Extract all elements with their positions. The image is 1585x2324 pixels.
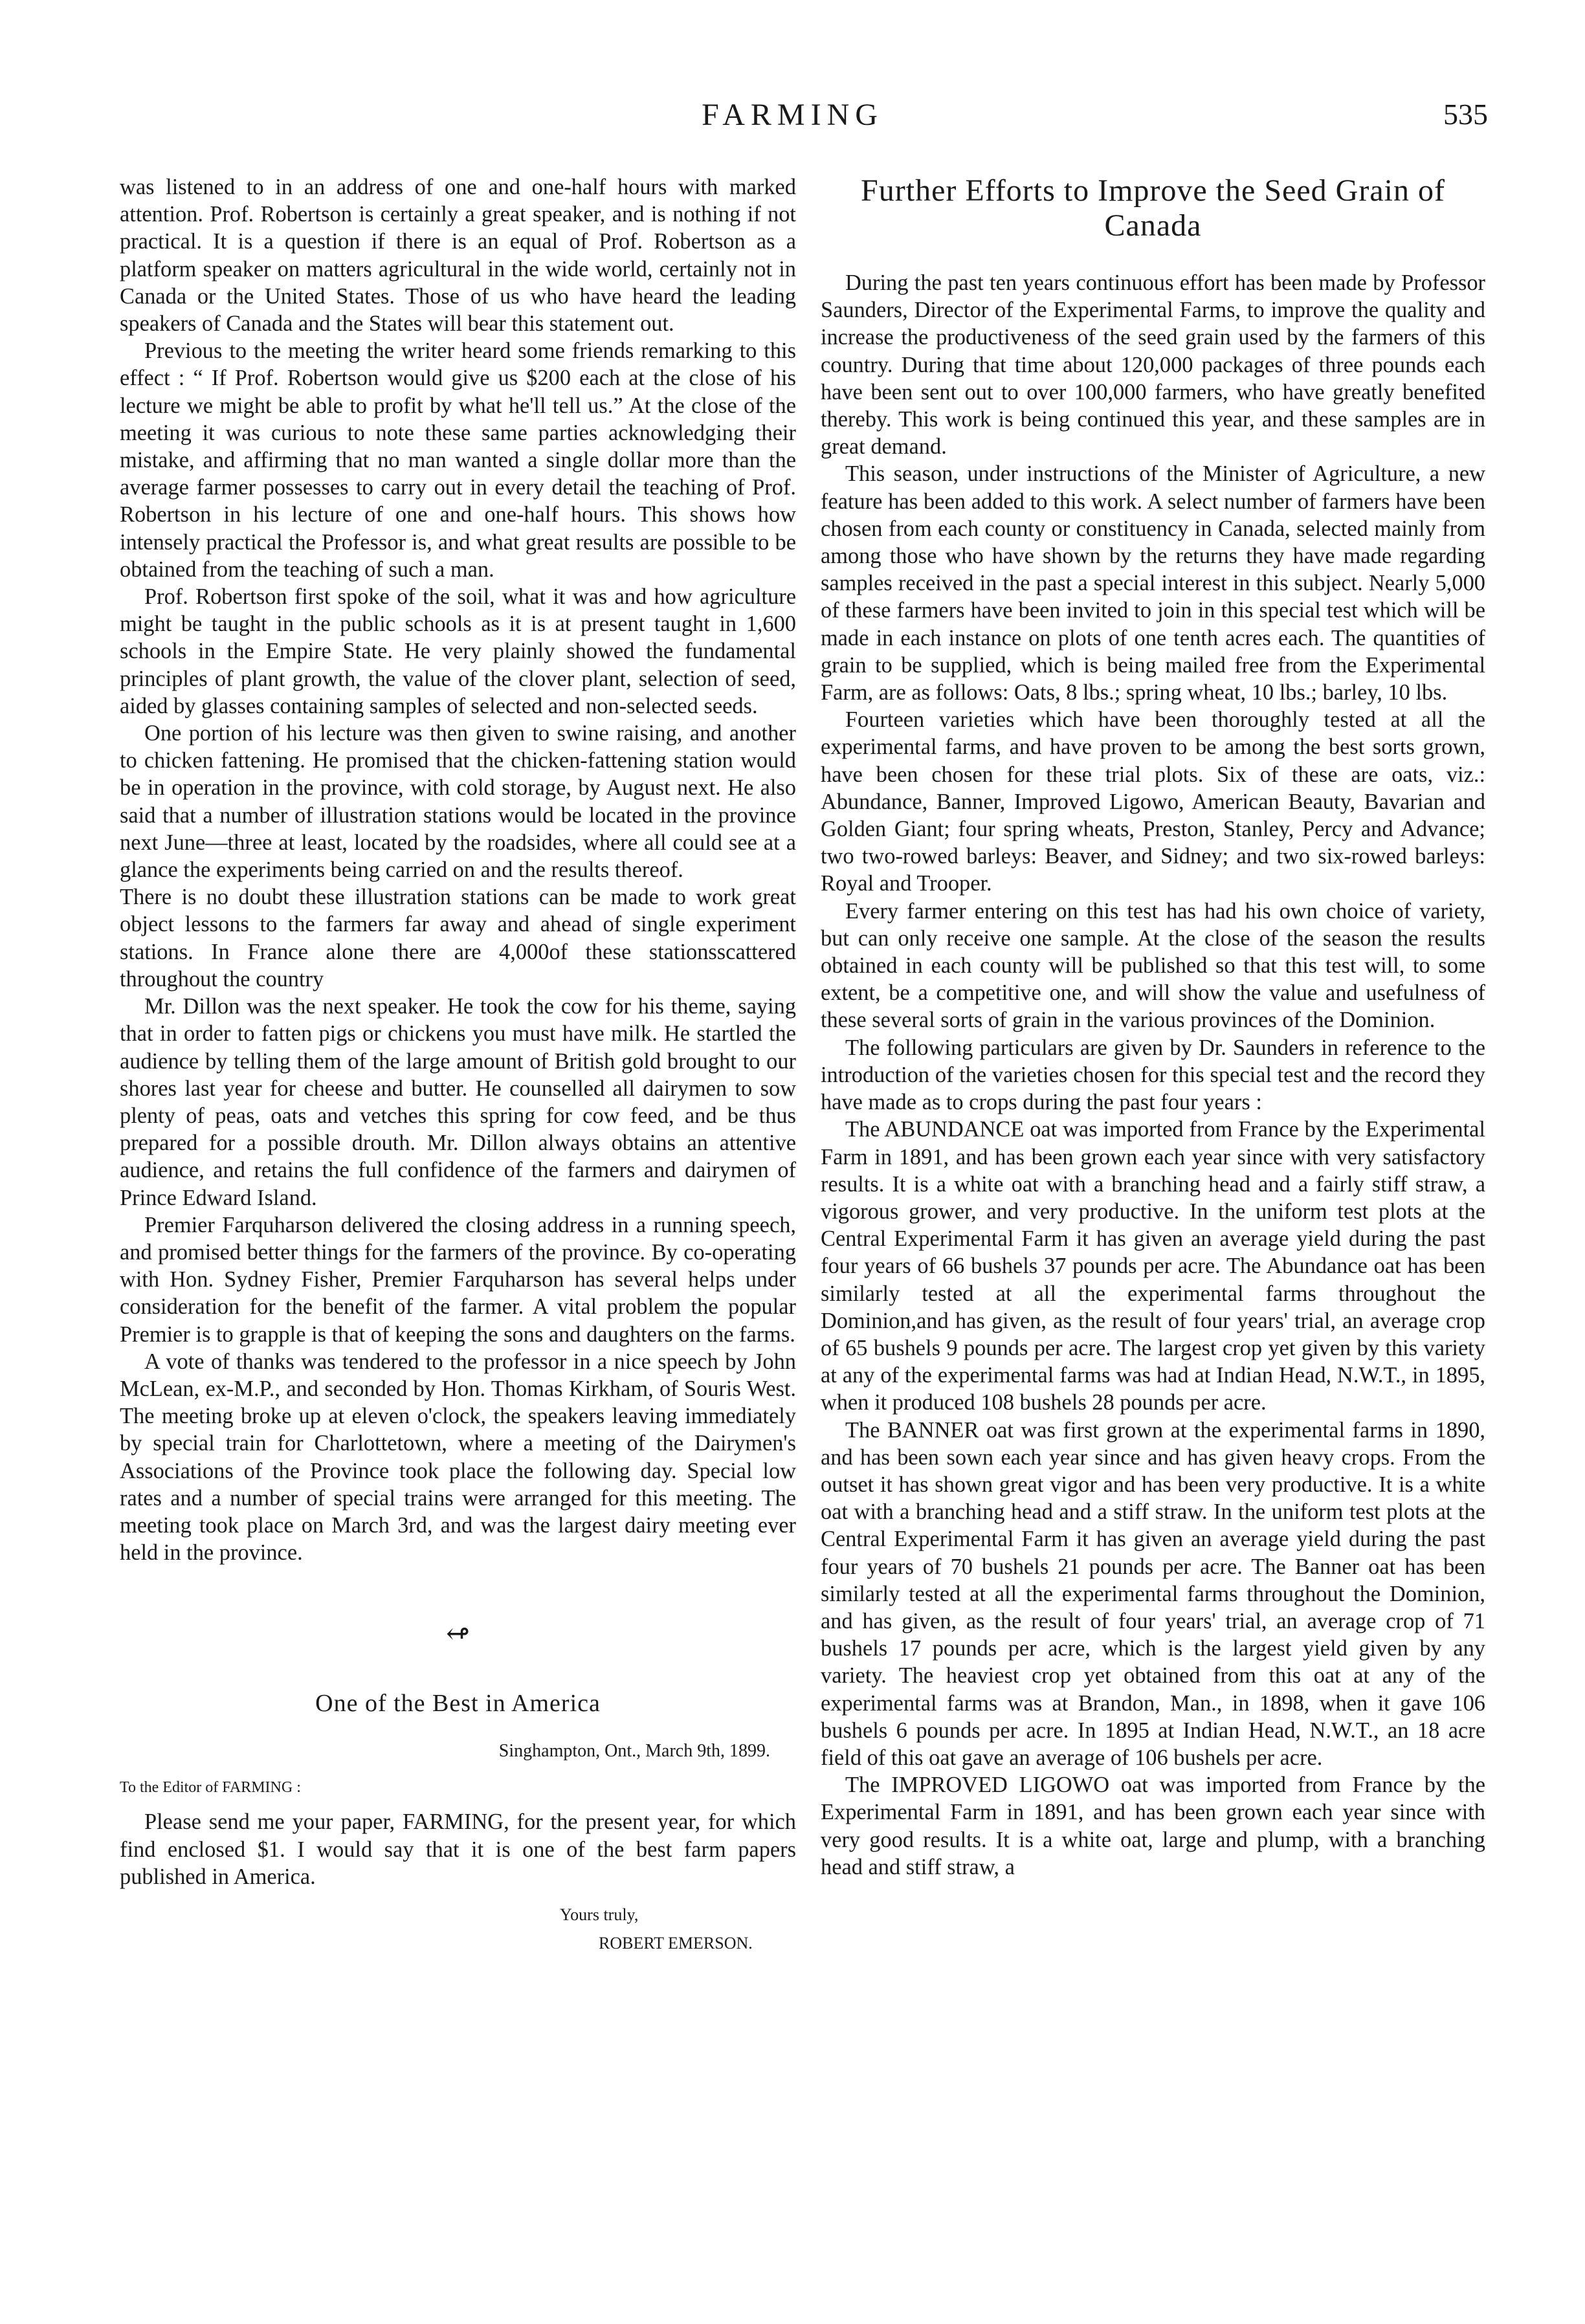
running-title: FARMING — [702, 98, 883, 132]
paragraph: There is no doubt these illustration stations can be made to work great object lessons to the farmers far away and ahead of single experiment stations. In France alone there are 4,000of these stationsscattered throughout the country — [120, 885, 796, 991]
paragraph: Previous to the meeting the writer heard some friends remarking to this effect : “ If Prof. Robertson would give us $200 each at the close of his lecture we might be able to profit by what he'll tell us.” At the close of the meeting it was curious to note these same parties acknowledging their mistake, and affirming that no man wanted a single dollar more than the average farmer possesses to carry out in every detail the teaching of Prof. Robertson in his lecture of one and one-half hours. This shows how intensely practical the Professor is, and what great results are possible to be obtained from the teaching of such a man. — [120, 338, 796, 582]
letter-place-date: Singhampton, Ont., March 9th, 1899. — [498, 1741, 770, 1762]
paragraph: A vote of thanks was tendered to the professor in a nice speech by John McLean, ex-M.P., and seconded by Hon. Thomas Kirkham, of Souris West. The meeting broke up at eleven o'clock, the speakers leaving immediately by special train for Charlottetown, where a meeting of the Dairymen's Associations of the Province took place the following day. Special low rates and a number of special trains were arranged for this meeting. The meeting took place on March 3rd, and was the largest dairy meeting ever held in the province. — [120, 1349, 796, 1566]
page-number: 535 — [1443, 98, 1488, 131]
letter-signature: ROBERT EMERSON. — [599, 1933, 753, 1953]
section-ornament: ↫ — [446, 1618, 470, 1650]
paragraph: The ABUNDANCE oat was imported from France by the Experimental Farm in 1891, and has been grown each year since with very satisfactory results. It is a white oat with a branching head and a fairly stiff straw, a vigorous grower, and very productive. In the uniform test plots at the Central Experimental Farm it has given an average yield during the past four years of 66 bushels 37 pounds per acre. The Abundance oat has been similarly tested at all the experimental farms throughout the Dominion,and has given, as the result of four years' trial, an average crop of 65 bushels 9 pounds per acre. The largest crop yet given by this variety at any of the experimental farms was had at Indian Head, N.W.T., in 1895, when it produced 108 bushels 28 pounds per acre. — [821, 1117, 1485, 1415]
article-title: Further Efforts to Improve the Seed Grain of Canada — [861, 173, 1445, 243]
letter-salutation: To the Editor of FARMING : — [120, 1779, 301, 1797]
left-column — [120, 173, 796, 1956]
paragraph: The following particulars are given by Dr. Saunders in reference to the introduction of the varieties chosen for this special test and the record they have made as to crops during the past four years : — [821, 1035, 1485, 1115]
paragraph: Premier Farquharson delivered the closing address in a running speech, and promised better things for the farmers of the province. By co-operating with Hon. Sydney Fisher, Premier Farquharson has several helps under consideration for the benefit of the farmer. A vital problem the popular Premier is to grapple is that of keeping the sons and daughters on the farms. — [120, 1212, 796, 1347]
letter-closing: Yours truly, — [560, 1905, 639, 1924]
paragraph: Fourteen varieties which have been thoroughly tested at all the experimental farms, and have proven to be among the best sorts grown, have been chosen for these trial plots. Six of these are oats, viz.: Abundance, Banner, Improved Ligowo, American Beauty, Bavarian and Golden Giant; four spring wheats, Preston, Stanley, Percy and Advance; two two-rowed barleys: Beaver, and Sidney; and two six-rowed barleys: Royal and Trooper. — [821, 707, 1485, 896]
paragraph: During the past ten years continuous effort has been made by Professor Saunders, Director of the Experimental Farms, to improve the quality and increase the productiveness of the seed grain used by the farmers of this country. During that time about 120,000 packages of three pounds each have been sent out to over 100,000 farmers, who have greatly benefited thereby. This work is being continued this year, and these samples are in great demand. — [821, 271, 1485, 459]
paragraph: Mr. Dillon was the next speaker. He took the cow for his theme, saying that in order to fatten pigs or chickens you must have milk. He startled the audience by telling them of the large amount of British gold brought to our shores last year for cheese and butter. He counselled all dairymen to sow plenty of peas, oats and vetches this spring for cow feed, and be thus prepared for a possible drouth. Mr. Dillon always obtains an attentive audience, and retains the full confidence of the farmers and dairymen of Prince Edward Island. — [120, 994, 796, 1210]
paragraph: Prof. Robertson first spoke of the soil, what it was and how agriculture might be taught in the public schools as it is at present taught in 1,600 schools in the Empire State. He very plainly showed the fundamental principles of plant growth, the value of the clover plant, selection of seed, aided by glasses containing samples of selected and non-selected seeds. — [120, 584, 796, 718]
paragraph: was listened to in an address of one and one-half hours with marked attention. Prof. Robertson is certainly a great speaker, and is nothing if not practical. It is a question if there is an equal of Prof. Robertson as a platform speaker on matters agricultural in the wide world, certainly not in Canada or the United States. Those of us who have heard the leading speakers of Canada and the States will bear this statement out. — [120, 175, 796, 337]
paragraph: Every farmer entering on this test has had his own choice of variety, but can only receive one sample. At the close of the season the results obtained in each county will be published so that this test will, to some extent, be a competitive one, and will show the value and usefulness of these several sorts of grain in the various provinces of the Dominion. — [821, 898, 1485, 1033]
paragraph: The IMPROVED LIGOWO oat was imported from France by the Experimental Farm in 1891, and has been grown each year since with very good results. It is a white oat, large and plump, with a branching head and stiff straw, a — [821, 1773, 1485, 1879]
letter-title: One of the Best in America — [315, 1690, 601, 1718]
letter-body: Please send me your paper, FARMING, for the present year, for which find enclosed $1. I would say that it is one of the best farm papers published in America. — [120, 1809, 796, 1889]
running-head — [0, 97, 1585, 142]
paragraph: One portion of his lecture was then given to swine raising, and another to chicken fattening. He promised that the chicken-fattening station would be in operation in the province, with cold storage, by August next. He also said that a number of illustration stations would be located in the province next June—three at least, located by the roadsides, where all could see at a glance the experiments being carried on and the results thereof. — [120, 721, 796, 883]
paragraph: This season, under instructions of the Minister of Agriculture, a new feature has been added to this work. A select number of farmers have been chosen from each county or constituency in Canada, selected mainly from among those who have shown by the returns they have made regarding samples received in the past a special interest in this subject. Nearly 5,000 of these farmers have been invited to join in this special test which will be made in each instance on plots of one tenth acres each. The quantities of grain to be supplied, which is being mailed free from the Experimental Farm, are as follows: Oats, 8 lbs.; spring wheat, 10 lbs.; barley, 10 lbs. — [821, 461, 1485, 705]
paragraph: The BANNER oat was first grown at the experimental farms in 1890, and has been sown each year since and has given heavy crops. From the outset it has shown great vigor and has been very productive. It is a white oat with a branching head and a stiff straw. In the uniform test plots at the Central Experimental Farm it has given an average yield during the past four years of 70 bushels 21 pounds per acre. The Banner oat has been similarly tested at all the experimental farms throughout the Dominion, and has given, as the result of four years' trial, an average crop of 71 bushels 17 pounds per acre, which is the largest yield given by any variety. The heaviest crop yet obtained from this oat at any of the experimental farms was at Brandon, Man., in 1898, when it gave 106 bushels 6 pounds per acre. In 1895 at Indian Head, N.W.T., an 18 acre field of this oat gave an average of 106 bushels per acre. — [821, 1417, 1485, 1770]
right-column — [821, 173, 1485, 1881]
